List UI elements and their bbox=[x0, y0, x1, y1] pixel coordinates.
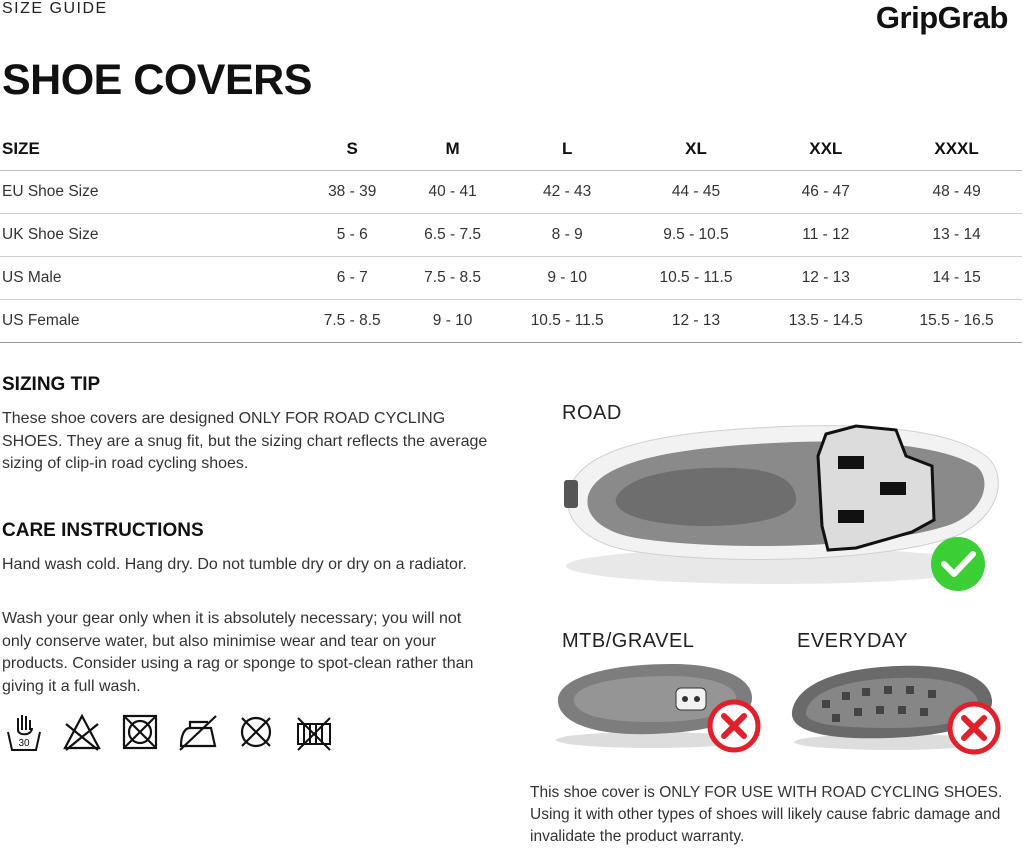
column-header: L bbox=[503, 128, 632, 171]
table-cell: 15.5 - 16.5 bbox=[891, 300, 1022, 343]
table-cell: 7.5 - 8.5 bbox=[402, 257, 502, 300]
column-header: XXXL bbox=[891, 128, 1022, 171]
table-cell: 9.5 - 10.5 bbox=[632, 214, 761, 257]
size-guide-label: SIZE GUIDE bbox=[2, 0, 108, 17]
table-row bbox=[0, 300, 1022, 343]
do-not-dry-clean-icon bbox=[236, 710, 276, 754]
row-label: UK Shoe Size bbox=[0, 214, 302, 257]
table-cell: 13.5 - 14.5 bbox=[760, 300, 891, 343]
mtb-gravel-label: MTB/GRAVEL bbox=[562, 630, 695, 652]
table-cell: 14 - 15 bbox=[891, 257, 1022, 300]
table-cell: 13 - 14 bbox=[891, 214, 1022, 257]
care-instructions-text: Hand wash cold. Hang dry. Do not tumble dry or dry on a radiator. bbox=[2, 556, 467, 573]
table-cell: 6 - 7 bbox=[302, 257, 402, 300]
table-cell: 38 - 39 bbox=[302, 171, 402, 214]
care-advice-text: Wash your gear only when it is absolutely necessary; you will not only conserve water, but also minimise wear and tear on your products. Consider using a rag or sponge to spot-clean rather than giving it a full wash. bbox=[2, 610, 474, 695]
do-not-dry-on-radiator-icon bbox=[294, 710, 334, 754]
hand-wash-30-icon bbox=[4, 710, 44, 754]
table-row bbox=[0, 257, 1022, 300]
table-cell: 11 - 12 bbox=[760, 214, 891, 257]
table-cell: 48 - 49 bbox=[891, 171, 1022, 214]
do-not-tumble-dry-icon bbox=[120, 710, 160, 754]
column-header: S bbox=[302, 128, 402, 171]
table-row bbox=[0, 171, 1022, 214]
do-not-iron-icon bbox=[178, 710, 218, 754]
everyday-shoe-image bbox=[788, 656, 1002, 756]
mtb-gravel-shoe-image bbox=[552, 656, 764, 756]
row-label: US Male bbox=[0, 257, 302, 300]
table-cell: 44 - 45 bbox=[632, 171, 761, 214]
size-table bbox=[0, 128, 1022, 343]
table-cell: 46 - 47 bbox=[760, 171, 891, 214]
column-header: M bbox=[402, 128, 502, 171]
svg-text:30: 30 bbox=[18, 738, 30, 749]
table-cell: 42 - 43 bbox=[503, 171, 632, 214]
table-cell: 40 - 41 bbox=[402, 171, 502, 214]
table-cell: 8 - 9 bbox=[503, 214, 632, 257]
column-header: XL bbox=[632, 128, 761, 171]
table-cell: 12 - 13 bbox=[632, 300, 761, 343]
table-row bbox=[0, 214, 1022, 257]
sizing-tip-text: These shoe covers are designed ONLY FOR ROAD CYCLING SHOES. They are a snug fit, but the sizing chart reflects the average sizing of clip-in road cycling shoes. bbox=[2, 410, 488, 472]
column-header: SIZE bbox=[0, 128, 302, 171]
page-title: SHOE COVERS bbox=[2, 56, 312, 104]
road-shoe-image bbox=[556, 416, 1024, 596]
table-cell: 12 - 13 bbox=[760, 257, 891, 300]
approved-check-icon bbox=[931, 537, 985, 591]
sizing-tip-heading: SIZING TIP bbox=[2, 374, 101, 395]
table-cell: 6.5 - 7.5 bbox=[402, 214, 502, 257]
row-label: US Female bbox=[0, 300, 302, 343]
table-cell: 10.5 - 11.5 bbox=[632, 257, 761, 300]
table-cell: 5 - 6 bbox=[302, 214, 402, 257]
column-header: XXL bbox=[760, 128, 891, 171]
table-cell: 9 - 10 bbox=[503, 257, 632, 300]
everyday-label: EVERYDAY bbox=[797, 630, 909, 652]
care-instructions-heading: CARE INSTRUCTIONS bbox=[2, 520, 204, 541]
do-not-bleach-icon bbox=[62, 710, 102, 754]
row-label: EU Shoe Size bbox=[0, 171, 302, 214]
brand-logo: GripGrab bbox=[875, 0, 1008, 35]
table-header-row bbox=[0, 128, 1022, 171]
care-symbols bbox=[4, 710, 334, 754]
table-cell: 9 - 10 bbox=[402, 300, 502, 343]
table-cell: 7.5 - 8.5 bbox=[302, 300, 402, 343]
table-cell: 10.5 - 11.5 bbox=[503, 300, 632, 343]
road-label: ROAD bbox=[562, 402, 622, 424]
road-only-notice: This shoe cover is ONLY FOR USE WITH ROAD CYCLING SHOES. Using it with other types of shoes will likely cause fabric damage and invalidate the product warranty. bbox=[530, 784, 1003, 845]
